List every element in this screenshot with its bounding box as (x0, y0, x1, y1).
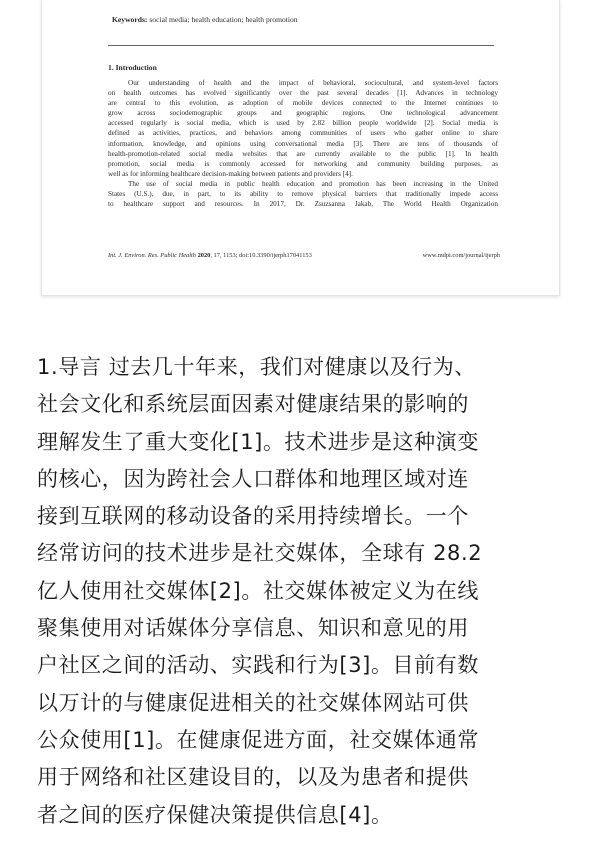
paragraph-line: Our understanding of health and the impact of behavioral, sociocultural, and system-level factors (128, 79, 498, 87)
translation-line: 经常访问的技术进步是社交媒体，全球有 28.2 (37, 541, 483, 566)
translation-line: 以万计的与健康促进相关的社交媒体网站可供 (37, 690, 469, 715)
translation-line: 亿人使用社交媒体[2]。社交媒体被定义为在线 (37, 578, 479, 603)
translation-line: 用于网络和社区建设目的，以及为患者和提供 (37, 765, 469, 790)
keywords-label: Keywords: (112, 15, 148, 24)
translation-line: 的核心，因为跨社会人口群体和地理区域对连 (37, 466, 469, 491)
paragraph-line: are central to this evolution, as adoption of mobile devices connected to the Internet continues to (108, 99, 498, 108)
translation-line: 理解发生了重大变化[1]。技术进步是这种演变 (37, 429, 479, 454)
footer-year: 2020 (197, 252, 211, 259)
translation-line: 聚集使用对话媒体分享信息、知识和意见的用 (37, 616, 469, 641)
paper-page-image (41, 0, 560, 296)
footer-citation (108, 252, 312, 259)
paragraph-line: on health outcomes has evolved significantly over the past several decades [1]. Advances in technology (108, 89, 498, 98)
section-heading: 1. Introduction (108, 63, 157, 72)
paragraph-line: States (U.S.), due, in part, to its ability to remove physical barriers that traditionally impede access (108, 190, 498, 199)
keywords-value: social media; health education; health promotion (147, 15, 298, 24)
footer-journal: Int. J. Environ. Res. Public Health (108, 252, 196, 259)
footer-doi: , 17, 1153; doi:10.3390/ijerph17041153 (210, 252, 312, 259)
translation-line: 1.导言 过去几十年来，我们对健康以及行为、 (37, 355, 476, 379)
paragraph-line: well as for informing healthcare decision-making between patients and providers [4]. (108, 169, 353, 178)
translation-line: 公众使用[1]。在健康促进方面，社交媒体通常 (37, 727, 479, 752)
footer-url: www.mdpi.com/journal/ijerph (422, 252, 500, 259)
translation-line: 社会文化和系统层面因素对健康结果的影响的 (37, 392, 469, 417)
paragraph-line: accessed regularly is social media, which is used by 2.82 billion people worldwide [2]. Social media is (108, 119, 498, 128)
paragraph-line: defined as activities, practices, and behaviors among communities of users who gather online to share (108, 129, 498, 138)
paragraph-line: information, knowledge, and opinions using conversational media [3]. There are tens of thousands of (108, 139, 498, 148)
translation-line: 户社区之间的活动、实践和行为[3]。目前有数 (37, 653, 479, 678)
keywords-line (112, 15, 298, 24)
paragraph-line: to healthcare support and resources. In 2017, Dr. Zsuzsanna Jakab, The World Health Organization (108, 200, 498, 209)
horizontal-rule (108, 45, 494, 46)
translation-line: 者之间的医疗保健决策提供信息[4]。 (37, 802, 393, 827)
chinese-translation-text (37, 349, 567, 834)
translation-line: 接到互联网的移动设备的采用持续增长。一个 (37, 504, 469, 529)
introduction-body (108, 78, 498, 209)
paragraph-line: promotion, social media is commonly accessed for networking and community building purposes, as (108, 159, 498, 168)
paragraph-line: The use of social media in public health education and promotion has been increasing in the United (128, 179, 498, 188)
paragraph-line: grow across sociodemographic groups and geographic regions. One technological advancement (108, 109, 498, 118)
paragraph-line: health-promotion-related social media websites that are currently available to the public [1]. In health (108, 149, 498, 158)
paper-screenshot-area (0, 0, 600, 300)
